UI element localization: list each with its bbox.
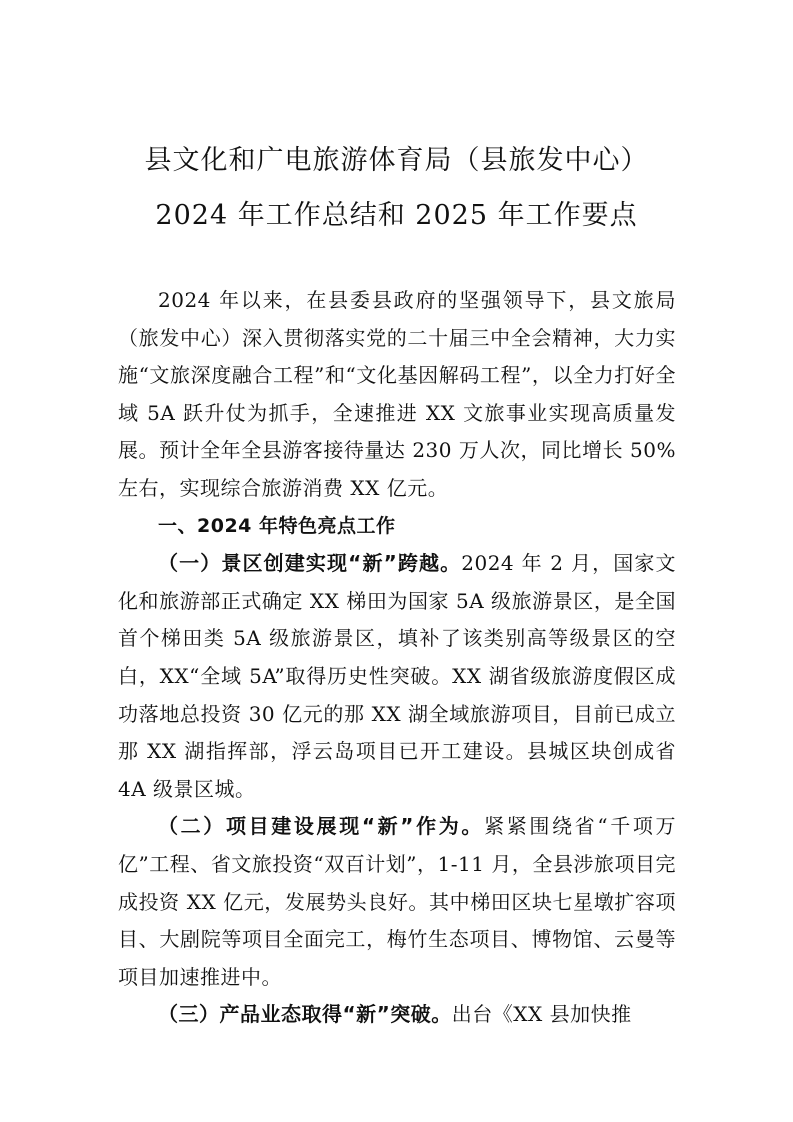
item-title: （二）项目建设展现“新”作为。: [158, 814, 485, 839]
document-title-line-2: 2024 年工作总结和 2025 年工作要点: [155, 200, 638, 231]
intro-paragraph: 2024 年以来，在县委县政府的坚强领导下，县文旅局（旅发中心）深入贯彻落实党的二十届三中全会精神，大力实施“文旅深度融合工程”和“文化基因解码工程”，以全力打好全域 5A 跃升仗为抓手，全速推进 XX 文旅事业实现高质量发展。预计全年全县游客接待量达 230 万人次，同比增长 50%左右，实现综合旅游消费 XX 亿元。: [118, 288, 676, 500]
item-text: 紧紧围绕省“千项万亿”工程、省文旅投资“双百计划”，1-11 月，全县涉旅项目完成投资 XX 亿元，发展势头良好。其中梯田区块七星墩扩容项目、大剧院等项目全面完工，梅竹生态项目、博物馆、云曼等项目加速推进中。: [118, 814, 676, 989]
item-title: （三）产品业态取得“新”突破。: [158, 1002, 452, 1027]
document-body: [118, 282, 676, 1034]
list-item: [118, 545, 676, 808]
list-item: [118, 996, 676, 1034]
item-text: 2024 年 2 月，国家文化和旅游部正式确定 XX 梯田为国家 5A 级旅游景区，是全国首个梯田类 5A 级旅游景区，填补了该类别高等级景区的空白，XX“全域 5A”取得历史性突破。XX 湖省级旅游度假区成功落地总投资 30 亿元的那 XX 湖全域旅游项目，目前已成立那 XX 湖指挥部，浮云岛项目已开工建设。县城区块创成省 4A 级景区城。: [118, 551, 676, 801]
item-text: 出台《XX 县加快推: [451, 1002, 632, 1027]
document-title-line-1: 县文化和广电旅游体育局（县旅发中心）: [144, 145, 649, 176]
section-heading: 一、2024 年特色亮点工作: [158, 514, 396, 537]
list-item: [118, 808, 676, 996]
item-title: （一）景区创建实现“新”跨越。: [158, 551, 462, 576]
